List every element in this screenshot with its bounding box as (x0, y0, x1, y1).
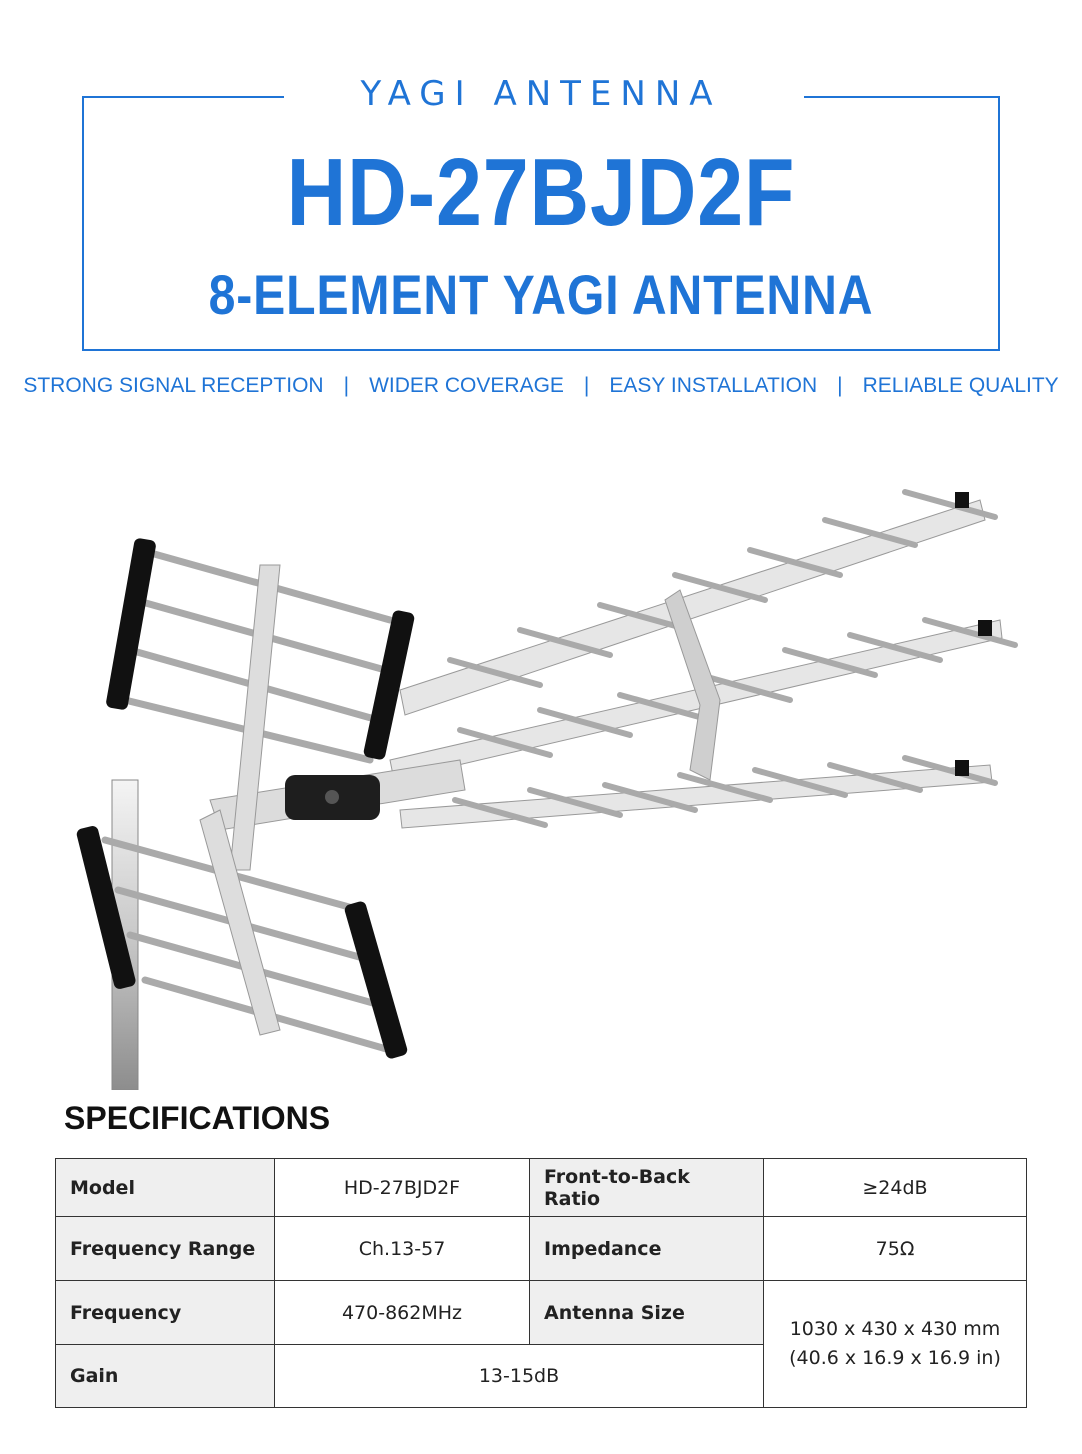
antenna-illustration (60, 470, 1050, 1090)
feature-signal: STRONG SIGNAL RECEPTION (23, 374, 324, 397)
size-mm: 1030 x 430 x 430 mm (789, 1318, 1001, 1340)
spec-value (764, 1281, 1027, 1408)
divider: | (837, 374, 843, 397)
spec-value: 75Ω (764, 1217, 1027, 1281)
spec-label: Gain (56, 1345, 275, 1408)
table-row (56, 1281, 1027, 1345)
divider: | (583, 374, 590, 397)
spec-value: 13-15dB (275, 1345, 764, 1408)
product-subtitle: 8-ELEMENT YAGI ANTENNA (208, 263, 874, 326)
feature-quality: RELIABLE QUALITY (862, 374, 1059, 397)
feature-coverage: WIDER COVERAGE (369, 374, 564, 397)
size-in: (40.6 x 16.9 x 16.9 in) (789, 1347, 1001, 1369)
spec-value: ≥24dB (764, 1159, 1027, 1217)
spec-label: Frequency Range (56, 1217, 275, 1281)
specifications-heading: SPECIFICATIONS (64, 1100, 331, 1136)
model-title: HD-27BJD2F (286, 139, 796, 246)
specifications-table (55, 1158, 1027, 1408)
spec-label: Frequency (56, 1281, 275, 1345)
eyebrow-label: YAGI ANTENNA (360, 74, 722, 114)
spec-value: HD-27BJD2F (275, 1159, 530, 1217)
spec-value: Ch.13-57 (275, 1217, 530, 1281)
spec-value: 470-862MHz (275, 1281, 530, 1345)
divider: | (343, 374, 350, 397)
spec-label: Impedance (530, 1217, 764, 1281)
feature-bar (0, 374, 1082, 398)
spec-label: Model (56, 1159, 275, 1217)
table-row (56, 1217, 1027, 1281)
spec-label: Antenna Size (530, 1281, 764, 1345)
spec-label: Front-to-Back Ratio (530, 1159, 764, 1217)
table-row (56, 1159, 1027, 1217)
feature-installation: EASY INSTALLATION (609, 374, 818, 397)
